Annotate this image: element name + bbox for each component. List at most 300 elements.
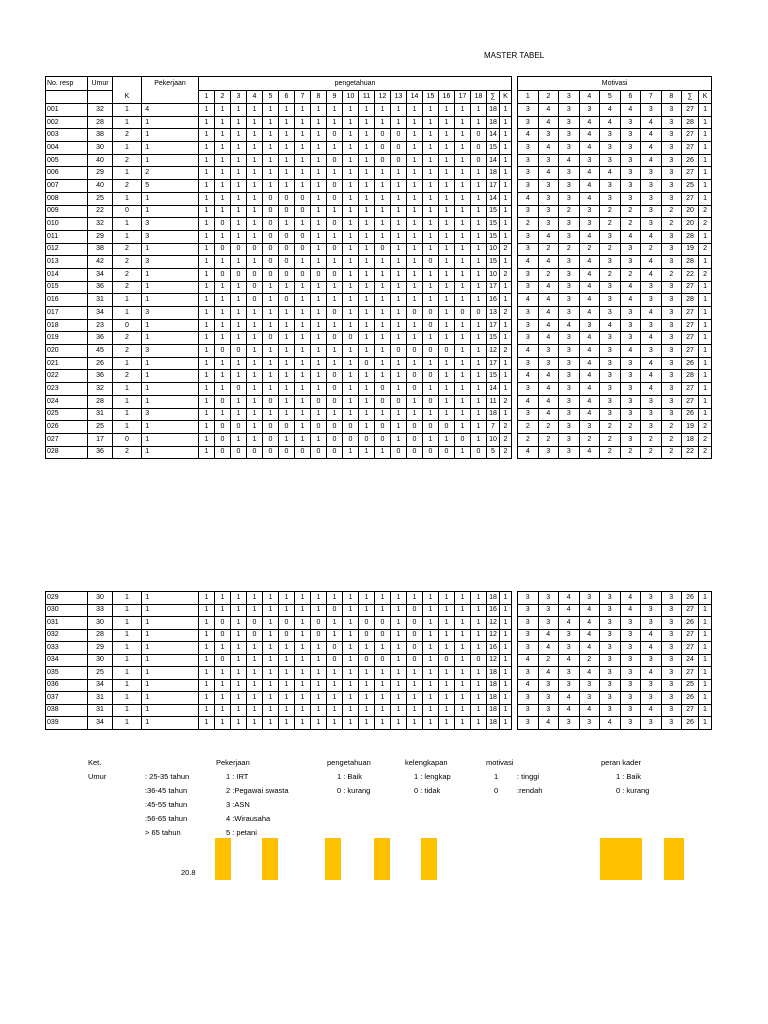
cell-mot-k: 1: [699, 192, 712, 205]
cell-pekerjaan: 3: [142, 345, 153, 358]
cell-peng-item: 1: [295, 319, 311, 332]
cell-mot-item: 3: [600, 307, 621, 320]
cell-peng-item: 1: [455, 154, 471, 167]
cell-no-resp: 035: [46, 667, 88, 680]
cell-mot-item: 3: [641, 408, 662, 421]
cell-peng-item: 0: [327, 243, 343, 256]
cell-mot-item: 4: [559, 319, 580, 332]
cell-mot-item: 3: [620, 667, 641, 680]
cell-mot-item: 4: [579, 256, 600, 269]
highlight-bar: [421, 838, 437, 880]
cell-peng-item: 1: [391, 192, 407, 205]
cell-peng-item: 1: [439, 332, 455, 345]
cell-mot-item: 3: [641, 679, 662, 692]
cell-peng-item: 1: [455, 629, 471, 642]
cell-mot-item: 3: [600, 704, 621, 717]
cell-peng-item: 1: [391, 256, 407, 269]
legend-pengetahuan-2: 0 : kurang: [337, 786, 371, 795]
cell-peng-item: 1: [263, 307, 279, 320]
cell-peng-item: 1: [279, 104, 295, 117]
cell-peng-item: 1: [471, 604, 487, 617]
cell-peng-item: 0: [263, 243, 279, 256]
cell-peng-item: 1: [263, 357, 279, 370]
cell-no-resp: 001: [46, 104, 88, 117]
cell-mot-item: 4: [579, 617, 600, 630]
cell-peng-item: 1: [391, 332, 407, 345]
cell-peng-item: 1: [423, 116, 439, 129]
cell-peng-item: 1: [423, 230, 439, 243]
cell-peng-item: 1: [423, 104, 439, 117]
cell-peng-item: 1: [215, 180, 231, 193]
cell-peng-item: 1: [407, 395, 423, 408]
cell-peng-k: 2: [500, 433, 512, 446]
cell-mot-item: 3: [620, 642, 641, 655]
cell-peng-sum: 12: [487, 629, 500, 642]
cell-peng-item: 1: [311, 679, 327, 692]
cell-peng-item: 1: [247, 383, 263, 396]
cell-peng-item: 0: [231, 446, 247, 459]
cell-peng-k: 1: [500, 256, 512, 269]
cell-mot-item: 4: [579, 667, 600, 680]
cell-peng-item: 1: [247, 116, 263, 129]
cell-peng-item: 0: [263, 395, 279, 408]
cell-mot-item: 3: [518, 116, 539, 129]
cell-peng-item: 1: [359, 154, 375, 167]
cell-peng-sum: 14: [487, 383, 500, 396]
cell-peng-item: 1: [327, 692, 343, 705]
table-row: [46, 180, 712, 193]
table-row: [46, 116, 712, 129]
cell-mot-item: 3: [600, 142, 621, 155]
cell-umur: 32: [88, 218, 113, 231]
cell-peng-item: 0: [327, 383, 343, 396]
cell-peng-item: 0: [231, 345, 247, 358]
cell-mot-sum: 27: [682, 332, 699, 345]
cell-mot-item: 2: [579, 433, 600, 446]
cell-peng-item: 1: [327, 294, 343, 307]
cell-peng-item: 1: [343, 446, 359, 459]
cell-peng-item: 1: [231, 617, 247, 630]
header-mot-item: 7: [641, 91, 662, 104]
cell-mot-item: 4: [600, 104, 621, 117]
cell-peng-item: 1: [295, 218, 311, 231]
cell-peng-item: 1: [199, 592, 215, 605]
cell-peng-item: 1: [247, 642, 263, 655]
cell-peng-item: 1: [199, 383, 215, 396]
cell-mot-item: 3: [661, 395, 682, 408]
cell-peng-item: 1: [343, 180, 359, 193]
cell-peng-item: 1: [359, 218, 375, 231]
cell-peng-item: 1: [439, 383, 455, 396]
cell-peng-k: 1: [500, 294, 512, 307]
cell-peng-k: 1: [500, 180, 512, 193]
table-row: [46, 319, 712, 332]
table-row: [46, 433, 712, 446]
cell-mot-sum: 27: [682, 667, 699, 680]
cell-peng-item: 1: [343, 281, 359, 294]
cell-umur-k: 1: [113, 395, 142, 408]
cell-mot-item: 3: [538, 205, 559, 218]
cell-peng-item: 1: [279, 717, 295, 730]
cell-mot-k: 1: [699, 642, 712, 655]
cell-peng-item: 1: [439, 370, 455, 383]
cell-peng-sum: 5: [487, 446, 500, 459]
cell-peng-item: 1: [439, 142, 455, 155]
cell-peng-item: 1: [199, 142, 215, 155]
cell-peng-item: 1: [263, 408, 279, 421]
cell-peng-item: 1: [359, 345, 375, 358]
cell-mot-item: 3: [620, 256, 641, 269]
cell-peng-item: 1: [375, 268, 391, 281]
cell-mot-item: 3: [559, 332, 580, 345]
cell-mot-sum: 27: [682, 642, 699, 655]
cell-mot-item: 4: [641, 629, 662, 642]
cell-peng-item: 1: [455, 421, 471, 434]
cell-mot-item: 2: [579, 243, 600, 256]
cell-mot-item: 3: [620, 679, 641, 692]
cell-umur: 31: [88, 294, 113, 307]
cell-pekerjaan: 1: [142, 604, 153, 617]
cell-peng-item: 1: [471, 704, 487, 717]
cell-peng-sum: 13: [487, 307, 500, 320]
highlight-bar: [262, 838, 278, 880]
cell-peng-item: 1: [247, 408, 263, 421]
cell-peng-item: 0: [327, 307, 343, 320]
cell-peng-item: 1: [375, 370, 391, 383]
cell-mot-item: 3: [518, 717, 539, 730]
cell-mot-item: 2: [538, 433, 559, 446]
cell-peng-item: 1: [359, 370, 375, 383]
header-peng-item: 5: [263, 91, 279, 104]
cell-peng-item: 1: [423, 129, 439, 142]
cell-mot-sum: 28: [682, 256, 699, 269]
cell-peng-item: 1: [375, 218, 391, 231]
cell-mot-item: 3: [579, 717, 600, 730]
cell-no-resp: 017: [46, 307, 88, 320]
cell-peng-item: 1: [311, 116, 327, 129]
table-row: [46, 370, 712, 383]
cell-mot-item: 3: [620, 617, 641, 630]
cell-umur: 40: [88, 180, 113, 193]
cell-mot-item: 3: [538, 692, 559, 705]
cell-peng-item: 1: [311, 345, 327, 358]
cell-mot-item: 4: [538, 167, 559, 180]
cell-mot-item: 3: [600, 604, 621, 617]
cell-mot-item: 3: [518, 383, 539, 396]
cell-mot-item: 2: [538, 268, 559, 281]
cell-peng-item: 1: [407, 243, 423, 256]
cell-mot-item: 4: [579, 604, 600, 617]
cell-peng-item: 1: [359, 142, 375, 155]
cell-peng-item: 1: [231, 679, 247, 692]
cell-peng-sum: 17: [487, 180, 500, 193]
cell-peng-item: 1: [231, 395, 247, 408]
cell-peng-item: 1: [439, 104, 455, 117]
cell-peng-item: 1: [375, 332, 391, 345]
cell-peng-item: 0: [407, 421, 423, 434]
cell-peng-item: 1: [439, 281, 455, 294]
cell-peng-item: 1: [455, 408, 471, 421]
cell-mot-item: 4: [559, 592, 580, 605]
cell-peng-item: 1: [311, 180, 327, 193]
cell-peng-item: 1: [375, 604, 391, 617]
cell-pekerjaan: 3: [142, 218, 153, 231]
cell-peng-item: 1: [439, 642, 455, 655]
cell-peng-item: 1: [247, 192, 263, 205]
cell-peng-item: 0: [247, 629, 263, 642]
cell-peng-item: 1: [295, 281, 311, 294]
cell-peng-item: 1: [455, 205, 471, 218]
cell-peng-item: 1: [471, 345, 487, 358]
cell-no-resp: 028: [46, 446, 88, 459]
cell-mot-item: 3: [600, 408, 621, 421]
header-peng-item: 16: [439, 91, 455, 104]
header-peng-item: 8: [311, 91, 327, 104]
cell-no-resp: 024: [46, 395, 88, 408]
cell-no-resp: 007: [46, 180, 88, 193]
cell-peng-item: 1: [343, 629, 359, 642]
cell-peng-item: 0: [391, 345, 407, 358]
cell-peng-sum: 14: [487, 129, 500, 142]
cell-peng-item: 0: [407, 370, 423, 383]
cell-peng-item: 1: [439, 604, 455, 617]
cell-pekerjaan: 1: [142, 717, 153, 730]
cell-mot-item: 3: [661, 704, 682, 717]
cell-peng-item: 1: [295, 357, 311, 370]
cell-mot-item: 4: [620, 604, 641, 617]
cell-mot-item: 3: [661, 617, 682, 630]
cell-peng-item: 0: [311, 629, 327, 642]
cell-peng-item: 1: [391, 307, 407, 320]
cell-peng-item: 1: [247, 345, 263, 358]
cell-peng-item: 0: [423, 446, 439, 459]
cell-umur-k: 1: [113, 717, 142, 730]
legend-motivasi-code-2: 0: [494, 786, 499, 795]
cell-mot-item: 3: [661, 345, 682, 358]
cell-mot-item: 2: [661, 446, 682, 459]
cell-peng-item: 1: [295, 116, 311, 129]
cell-peng-item: 1: [423, 679, 439, 692]
cell-mot-item: 2: [620, 446, 641, 459]
cell-peng-item: 1: [279, 116, 295, 129]
cell-peng-item: 1: [455, 332, 471, 345]
cell-mot-item: 3: [538, 192, 559, 205]
cell-mot-item: 3: [559, 129, 580, 142]
cell-peng-item: 1: [247, 667, 263, 680]
cell-mot-item: 3: [559, 218, 580, 231]
cell-peng-item: 1: [327, 167, 343, 180]
cell-peng-item: 0: [247, 294, 263, 307]
cell-mot-item: 3: [538, 129, 559, 142]
cell-mot-item: 4: [538, 307, 559, 320]
cell-peng-item: 0: [263, 421, 279, 434]
cell-peng-item: 1: [199, 446, 215, 459]
cell-umur: 28: [88, 116, 113, 129]
cell-pekerjaan: 1: [142, 395, 153, 408]
cell-umur-k: 2: [113, 370, 142, 383]
cell-pekerjaan: 3: [142, 256, 153, 269]
cell-peng-item: 1: [247, 218, 263, 231]
cell-peng-item: 1: [231, 654, 247, 667]
cell-mot-item: 4: [559, 704, 580, 717]
cell-peng-k: 1: [500, 383, 512, 396]
cell-peng-item: 1: [215, 717, 231, 730]
cell-peng-item: 1: [391, 604, 407, 617]
cell-mot-item: 3: [579, 592, 600, 605]
cell-peng-item: 1: [359, 704, 375, 717]
cell-peng-item: 0: [439, 654, 455, 667]
cell-mot-item: 4: [538, 642, 559, 655]
cell-peng-sum: 18: [487, 692, 500, 705]
cell-peng-item: 1: [471, 104, 487, 117]
table-row: [46, 357, 712, 370]
cell-peng-item: 1: [391, 230, 407, 243]
cell-peng-item: 0: [215, 446, 231, 459]
cell-peng-item: 1: [311, 129, 327, 142]
cell-peng-item: 1: [199, 243, 215, 256]
cell-pekerjaan: 4: [142, 104, 153, 117]
page-title: MASTER TABEL: [484, 51, 545, 60]
cell-mot-item: 3: [518, 408, 539, 421]
cell-peng-k: 1: [500, 230, 512, 243]
cell-peng-item: 1: [295, 370, 311, 383]
header-mot-item: 8: [661, 91, 682, 104]
cell-peng-item: 1: [423, 629, 439, 642]
cell-peng-item: 1: [423, 294, 439, 307]
cell-peng-item: 1: [343, 654, 359, 667]
cell-mot-item: 3: [538, 154, 559, 167]
cell-peng-item: 1: [439, 667, 455, 680]
header-mot-item: 5: [600, 91, 621, 104]
cell-mot-sum: 20: [682, 218, 699, 231]
cell-mot-item: 3: [518, 243, 539, 256]
cell-pekerjaan: 1: [142, 667, 153, 680]
cell-peng-item: 0: [423, 345, 439, 358]
cell-peng-item: 1: [455, 717, 471, 730]
cell-peng-item: 1: [407, 230, 423, 243]
cell-peng-item: 1: [391, 667, 407, 680]
cell-peng-item: 1: [311, 281, 327, 294]
cell-peng-sum: 16: [487, 642, 500, 655]
cell-umur: 33: [88, 604, 113, 617]
cell-peng-item: 1: [215, 357, 231, 370]
cell-peng-item: 1: [391, 629, 407, 642]
cell-mot-item: 3: [661, 592, 682, 605]
cell-peng-item: 0: [327, 192, 343, 205]
cell-peng-item: 1: [359, 192, 375, 205]
cell-peng-item: 1: [231, 704, 247, 717]
cell-mot-k: 1: [699, 154, 712, 167]
cell-peng-item: 1: [455, 243, 471, 256]
cell-umur-k: 1: [113, 104, 142, 117]
cell-peng-item: 1: [423, 408, 439, 421]
cell-peng-item: 1: [247, 230, 263, 243]
cell-peng-item: 1: [311, 604, 327, 617]
cell-peng-item: 1: [407, 205, 423, 218]
cell-mot-item: 4: [620, 104, 641, 117]
cell-mot-item: 4: [579, 383, 600, 396]
cell-peng-item: 1: [455, 383, 471, 396]
cell-peng-item: 1: [423, 243, 439, 256]
cell-peng-item: 1: [279, 129, 295, 142]
cell-peng-item: 1: [231, 142, 247, 155]
cell-peng-item: 1: [247, 142, 263, 155]
cell-peng-item: 1: [359, 408, 375, 421]
cell-mot-item: 3: [620, 692, 641, 705]
cell-peng-item: 1: [471, 642, 487, 655]
cell-peng-item: 1: [311, 667, 327, 680]
header-pengetahuan: pengetahuan: [199, 77, 512, 91]
cell-mot-item: 3: [620, 408, 641, 421]
highlight-bar: [215, 838, 231, 880]
cell-peng-item: 1: [439, 268, 455, 281]
cell-peng-item: 0: [327, 642, 343, 655]
cell-peng-item: 1: [247, 395, 263, 408]
cell-mot-item: 3: [661, 604, 682, 617]
cell-peng-item: 0: [215, 629, 231, 642]
cell-peng-sum: 15: [487, 205, 500, 218]
cell-peng-item: 1: [439, 408, 455, 421]
cell-mot-item: 4: [579, 629, 600, 642]
cell-peng-item: 1: [407, 116, 423, 129]
cell-mot-item: 4: [518, 256, 539, 269]
cell-mot-item: 3: [518, 281, 539, 294]
header-peng-item: 1: [199, 91, 215, 104]
cell-peng-item: 1: [343, 592, 359, 605]
cell-umur-k: 2: [113, 154, 142, 167]
cell-mot-item: 4: [579, 408, 600, 421]
cell-peng-item: 1: [311, 717, 327, 730]
cell-mot-k: 1: [699, 230, 712, 243]
cell-peng-item: 1: [407, 268, 423, 281]
cell-peng-item: 1: [343, 230, 359, 243]
cell-mot-item: 2: [641, 446, 662, 459]
cell-peng-item: 1: [391, 717, 407, 730]
cell-no-resp: 005: [46, 154, 88, 167]
cell-peng-item: 0: [215, 268, 231, 281]
cell-peng-item: 1: [263, 679, 279, 692]
cell-mot-item: 4: [518, 446, 539, 459]
cell-peng-item: 1: [455, 192, 471, 205]
summary-value: 20.8: [181, 868, 196, 877]
cell-peng-k: 2: [500, 243, 512, 256]
cell-peng-item: 1: [279, 319, 295, 332]
cell-mot-item: 4: [600, 116, 621, 129]
cell-peng-item: 1: [263, 319, 279, 332]
cell-mot-k: 1: [699, 679, 712, 692]
cell-mot-item: 3: [641, 592, 662, 605]
cell-mot-sum: 27: [682, 383, 699, 396]
cell-umur: 31: [88, 408, 113, 421]
cell-mot-item: 2: [661, 433, 682, 446]
cell-peng-item: 1: [455, 167, 471, 180]
cell-peng-item: 1: [407, 319, 423, 332]
cell-peng-item: 1: [279, 218, 295, 231]
cell-peng-item: 1: [343, 679, 359, 692]
cell-pekerjaan: 1: [142, 704, 153, 717]
cell-peng-item: 1: [311, 692, 327, 705]
cell-umur: 25: [88, 421, 113, 434]
cell-peng-item: 1: [231, 104, 247, 117]
cell-peng-item: 1: [311, 433, 327, 446]
cell-peng-item: 0: [343, 421, 359, 434]
cell-mot-item: 2: [641, 433, 662, 446]
cell-peng-item: 1: [231, 592, 247, 605]
cell-umur: 32: [88, 383, 113, 396]
cell-peng-item: 0: [471, 446, 487, 459]
cell-mot-item: 3: [579, 205, 600, 218]
cell-pekerjaan: 1: [142, 205, 153, 218]
